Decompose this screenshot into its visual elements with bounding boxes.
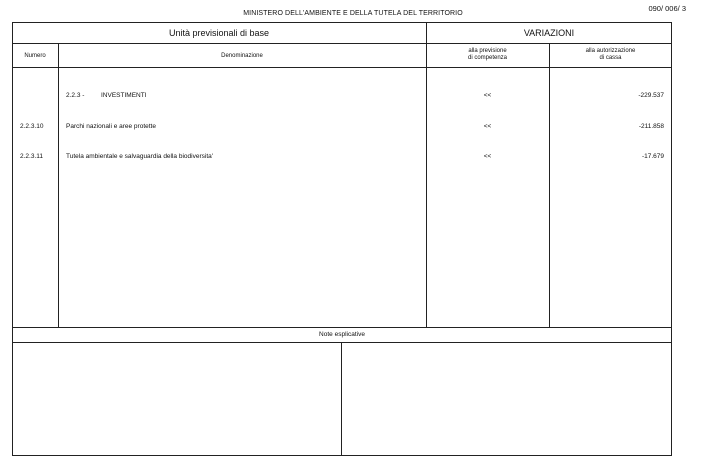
rule-header-top — [12, 43, 672, 44]
col-header-competenza — [426, 48, 549, 62]
row-3-denominazione: Tutela ambientale e salvaguardia della biodiversita' — [66, 153, 213, 160]
notes-left-box — [13, 343, 340, 455]
page-reference: 090/ 006/ 3 — [648, 4, 686, 13]
rule-notes-top — [12, 327, 672, 328]
rule-cassa — [549, 43, 550, 327]
rule-numero — [58, 43, 59, 327]
notes-title: Note esplicative — [319, 331, 365, 338]
col-header-competenza-line2: di competenza — [467, 55, 508, 61]
row-3-numero: 2.2.3.11 — [20, 153, 44, 160]
row-2-cassa: -211.858 — [638, 123, 664, 130]
header-unita-previsionali: Unità previsionali di base — [168, 28, 270, 38]
col-header-denominazione: Denominazione — [221, 53, 263, 59]
rule-variazioni — [426, 22, 427, 327]
row-3-competenza: << — [483, 153, 492, 160]
row-3-cassa: -17.679 — [641, 153, 664, 160]
col-header-cassa — [549, 48, 672, 62]
row-1-code: 2.2.3 - — [66, 92, 85, 99]
col-header-numero: Numero — [24, 53, 46, 59]
row-2-numero: 2.2.3.10 — [20, 123, 44, 130]
row-1-competenza: << — [483, 92, 492, 99]
col-header-cassa-line1: alla autorizzazione — [585, 48, 636, 54]
row-1-cassa: -229.537 — [638, 92, 664, 99]
header-variazioni: VARIAZIONI — [523, 28, 575, 38]
col-header-cassa-line2: di cassa — [599, 55, 622, 61]
ministry-header: MINISTERO DELL'AMBIENTE E DELLA TUTELA DEL TERRITORIO — [243, 10, 463, 17]
row-1-denominazione: INVESTIMENTI — [101, 92, 147, 99]
row-2-denominazione: Parchi nazionali e aree protette — [66, 123, 156, 130]
row-2-competenza: << — [483, 123, 492, 130]
rule-header-bottom — [12, 67, 672, 68]
col-header-competenza-line1: alla previsione — [468, 48, 507, 54]
notes-right-box — [342, 343, 671, 455]
